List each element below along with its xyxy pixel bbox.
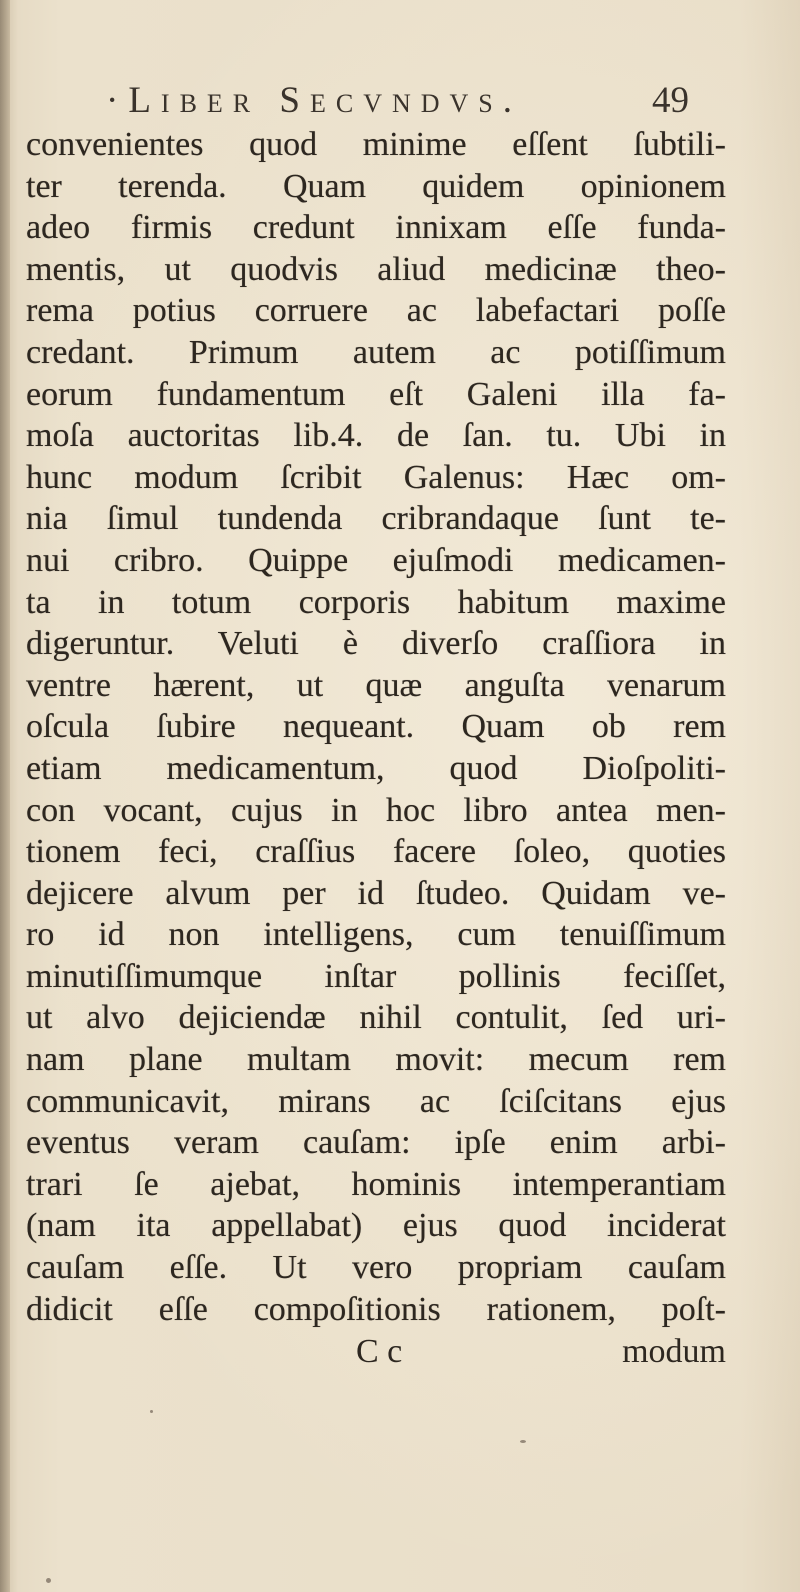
page-number: 49 [652, 80, 689, 121]
text-line: nui cribro. Quippe ejuſmodi medicamen- [26, 541, 726, 579]
text-line: tionem feci, craſſius facere ſoleo, quoties [26, 833, 726, 871]
text-line: digeruntur. Veluti è diverſo craſſiora in [26, 625, 726, 663]
text-line: ter terenda. Quam quidem opinionem [26, 167, 726, 205]
signature-mark: C c [356, 1333, 403, 1370]
running-head [0, 76, 800, 126]
text-line: ta in totum corporis habitum maxime [26, 583, 726, 621]
text-line: con vocant, cujus in hoc libro antea men- [26, 791, 726, 829]
body-text [26, 124, 726, 1330]
text-line: ro id non intelligens, cum tenuiſſimum [26, 916, 726, 954]
text-line: mentis, ut quodvis aliud medicinæ theo- [26, 250, 726, 288]
running-title: ·Liber Secvndvs. [106, 80, 523, 121]
text-line: adeo firmis credunt innixam eſſe funda- [26, 209, 726, 247]
paper-speck [150, 1410, 153, 1413]
paper-speck [46, 1578, 51, 1583]
text-line: nam plane multam movit: mecum rem [26, 1041, 726, 1079]
text-line: trari ſe ajebat, hominis intemperantiam [26, 1165, 726, 1203]
text-line: etiam medicamentum, quod Dioſpoliti- [26, 749, 726, 787]
text-line: convenientes quod minime eſſent ſubtili- [26, 126, 726, 163]
text-line: rema potius corruere ac labefactari poſſe [26, 292, 726, 330]
paper-speck [520, 1440, 526, 1443]
text-line: (nam ita appellabat) ejus quod inciderat [26, 1207, 726, 1245]
text-line: hunc modum ſcribit Galenus: Hæc om- [26, 458, 726, 496]
text-line: oſcula ſubire nequeant. Quam ob rem [26, 708, 726, 746]
text-line: nia ſimul tundenda cribrandaque ſunt te- [26, 500, 726, 538]
text-line: credant. Primum autem ac potiſſimum [26, 333, 726, 371]
binding-edge [0, 0, 10, 1592]
text-line: cauſam eſſe. Ut vero propriam cauſam [26, 1249, 726, 1287]
text-line: didicit eſſe compoſitionis rationem, poſt- [26, 1290, 726, 1328]
catchword: modum [622, 1333, 726, 1370]
text-line: dejicere alvum per id ſtudeo. Quidam ve- [26, 874, 726, 912]
text-line: eventus veram cauſam: ipſe enim arbi- [26, 1124, 726, 1162]
text-line: ventre hærent, ut quæ anguſta venarum [26, 666, 726, 704]
text-line: minutiſſimumque inſtar pollinis feciſſet, [26, 957, 726, 995]
text-line: moſa auctoritas lib.4. de ſan. tu. Ubi in [26, 417, 726, 455]
text-line: ut alvo dejiciendæ nihil contulit, ſed uri- [26, 999, 726, 1037]
text-line: eorum fundamentum eſt Galeni illa fa- [26, 375, 726, 413]
text-line: communicavit, mirans ac ſciſcitans ejus [26, 1082, 726, 1120]
page-footer [26, 1331, 726, 1373]
